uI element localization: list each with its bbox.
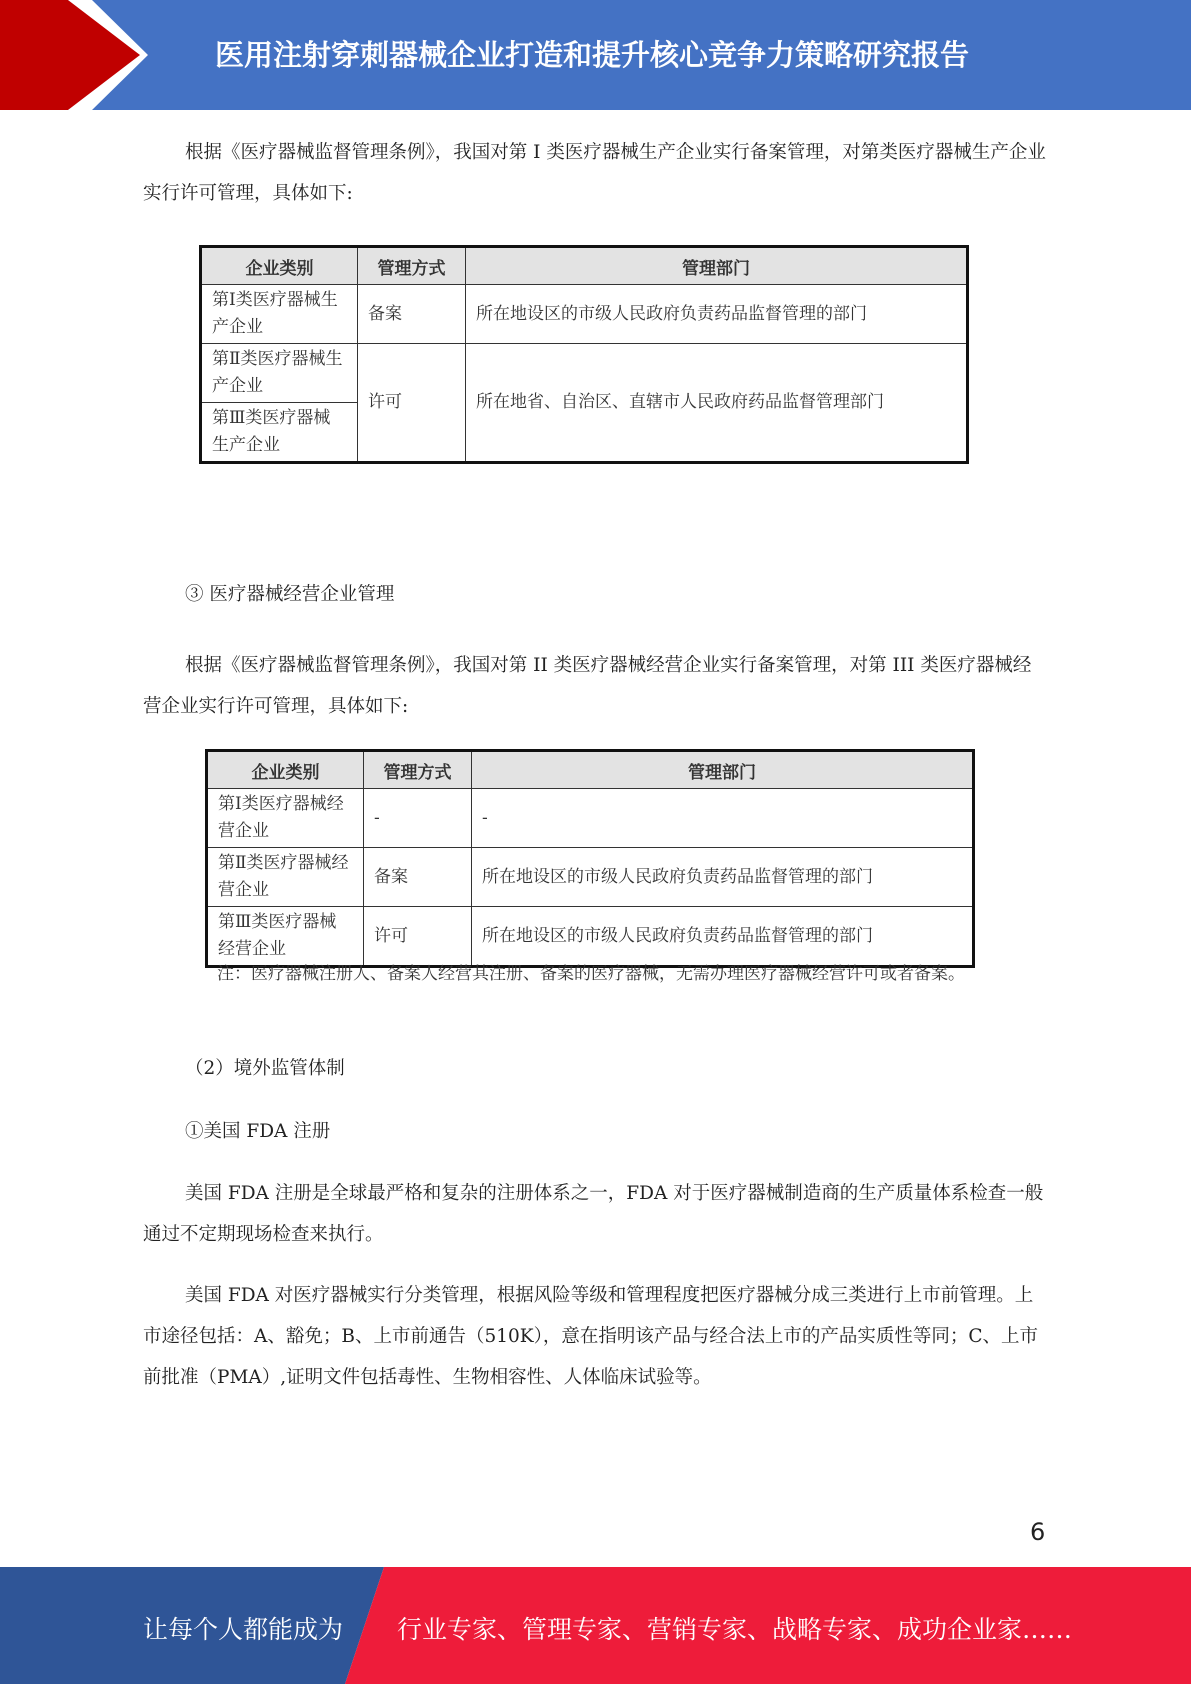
distribution-management-table <box>205 749 975 968</box>
table-row <box>201 344 968 403</box>
page-number: 6 <box>1030 1518 1046 1546</box>
header-category: 企业类别 <box>201 247 358 285</box>
cell-category: 第Ⅱ类医疗器械经营企业 <box>207 848 364 907</box>
page-header <box>0 0 1191 110</box>
section-heading-fda: ①美国 FDA 注册 <box>185 1121 331 1142</box>
table-row <box>201 285 968 344</box>
cell-category: 第Ⅲ类医疗器械生产企业 <box>201 403 358 463</box>
header-method: 管理方式 <box>358 247 466 285</box>
cell-category: 第Ⅲ类医疗器械经营企业 <box>207 907 364 967</box>
table-header-row <box>207 751 974 789</box>
paragraph-fda-registration: 美国 FDA 注册是全球最严格和复杂的注册体系之一，FDA 对于医疗器械制造商的生产质量体系检查一般通过不定期现场检查来执行。 <box>143 1183 1044 1245</box>
table-note: 注：医疗器械注册人、备案人经营其注册、备案的医疗器械，无需办理医疗器械经营许可或者备案。 <box>217 964 965 984</box>
cell-dept: 所在地设区的市级人民政府负责药品监督管理的部门 <box>472 848 974 907</box>
cell-category: 第Ⅰ类医疗器械生产企业 <box>201 285 358 344</box>
header-chevron-icon <box>0 0 160 110</box>
cell-method: - <box>364 789 472 848</box>
table-row <box>207 789 974 848</box>
cell-method: 许可 <box>358 344 466 463</box>
table-row <box>207 848 974 907</box>
header-title: 医用注射穿刺器械企业打造和提升核心竞争力策略研究报告 <box>215 38 970 72</box>
paragraph-distribution-intro: 根据《医疗器械监督管理条例》，我国对第 II 类医疗器械经营企业实行备案管理，对第 III 类医疗器械经营企业实行许可管理，具体如下: <box>143 655 1032 717</box>
header-dept: 管理部门 <box>466 247 968 285</box>
cell-dept: 所在地省、自治区、直辖市人民政府药品监督管理部门 <box>466 344 968 463</box>
header-dept: 管理部门 <box>472 751 974 789</box>
cell-dept: 所在地设区的市级人民政府负责药品监督管理的部门 <box>466 285 968 344</box>
production-management-table <box>199 245 969 464</box>
table-row <box>207 907 974 967</box>
footer-slogan-left: 让每个人都能成为 <box>143 1615 344 1644</box>
section-heading-distribution: ③ 医疗器械经营企业管理 <box>185 584 395 605</box>
header-method: 管理方式 <box>364 751 472 789</box>
cell-dept: - <box>472 789 974 848</box>
cell-method: 备案 <box>364 848 472 907</box>
footer-slogan-right: 行业专家、管理专家、营销专家、战略专家、成功企业家…… <box>397 1615 1073 1644</box>
paragraph-production-intro: 根据《医疗器械监督管理条例》，我国对第 I 类医疗器械生产企业实行备案管理，对第类医疗器械生产企业实行许可管理，具体如下: <box>143 142 1046 204</box>
header-category: 企业类别 <box>207 751 364 789</box>
cell-category: 第Ⅰ类医疗器械经营企业 <box>207 789 364 848</box>
cell-dept: 所在地设区的市级人民政府负责药品监督管理的部门 <box>472 907 974 967</box>
cell-method: 备案 <box>358 285 466 344</box>
paragraph-fda-classification: 美国 FDA 对医疗器械实行分类管理，根据风险等级和管理程度把医疗器械分成三类进行上市前管理。上市途径包括：A、豁免；B、上市前通告（510K），意在指明该产品与经合法上市的产品实质性等同；C、上市前批准（PMA）,证明文件包括毒性、生物相容性、人体临床试验等。 <box>143 1285 1038 1388</box>
cell-method: 许可 <box>364 907 472 967</box>
section-heading-overseas: （2）境外监管体制 <box>185 1058 345 1079</box>
cell-category: 第Ⅱ类医疗器械生产企业 <box>201 344 358 403</box>
table-header-row <box>201 247 968 285</box>
